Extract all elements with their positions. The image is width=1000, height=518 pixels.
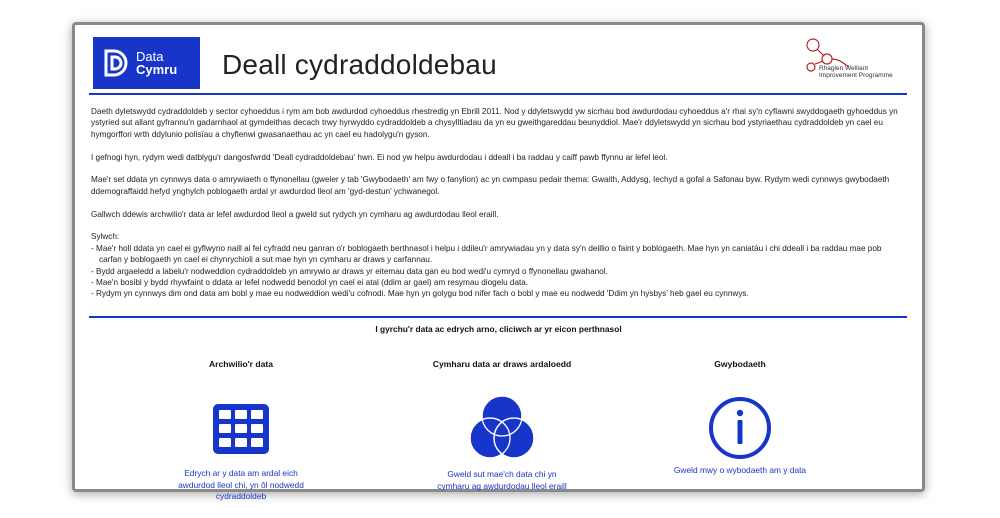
page-title: Deall cydraddoldebau: [222, 49, 497, 80]
intro-paragraph: I gefnogi hyn, rydym wedi datblygu'r dangosfwrdd 'Deall cydraddoldebau' hwn. Ei nod yw helpu awdurdodau i ddeall i ba raddau y caiff pawb ffynnu ar lefel leol.: [91, 152, 668, 162]
notes-title: Sylwch:: [91, 232, 120, 242]
card-information: [670, 351, 810, 477]
table-grid-icon[interactable]: [210, 401, 272, 457]
improvement-programme-logo: [797, 37, 907, 87]
dashboard-canvas: [75, 25, 922, 501]
intro-text: [91, 106, 906, 300]
notes-list: [91, 243, 906, 300]
partner-logo-line2: Improvement Programme: [819, 72, 893, 80]
compare-areas-link[interactable]: Gweld sut mae'ch data chi yn cymharu ag awdurdodau lleol eraill: [437, 469, 567, 491]
intro-paragraph: Mae'r set ddata yn cynnwys data o amrywiaeth o ffynonellau (gweler y tab 'Gwybodaeth' am fwy o fanylion) ac yn cwmpasu pedair thema: Gwaith, Addysg, Iechyd a gofal a Safonau byw. Rydym wedi cynnwys gwybodaeth ddemograffaidd hefyd ynghylch poblogaeth ardal yr awdurdod lleol am 'gyd-destun' ychwanegol.: [91, 175, 890, 196]
intro-paragraph: Gallwch ddewis archwilio'r data ar lefel awdurdod lleol a gweld sut rydych yn cymharu ag awdurdodau lleol eraill.: [91, 209, 499, 219]
note-item: - Mae'r holl ddata yn cael ei gyflwyno naill ai fel cyfradd neu ganran o'r boblogaeth berthnasol i helpu i ddileu'r amrywiadau yn y data sy'n deillio o faint y boblogaeth. Mae hyn yn caniatáu i chi ddeall i ba raddau mae pob carfan y boblogaeth yn cael ei chynrychioli a sut mae hyn yn cymharu ar draws y carfannau.: [91, 243, 882, 265]
logo-line2: Cymru: [136, 62, 178, 77]
header-divider: [89, 93, 907, 95]
card-explore-data: [171, 351, 311, 503]
data-cymru-logo-icon: [103, 48, 129, 78]
venn-diagram-icon[interactable]: [465, 391, 539, 465]
logo-wordmark: [136, 50, 177, 76]
intro-paragraph: Daeth dyletswydd cydraddoldeb y sector cyhoeddus i rym am bob awdurdod cyhoeddus rhestredig yn Ebrill 2011. Nod y ddyletswydd yw sicrhau bod awdurdodau cyhoeddus a'r rhai sy'n cyflawni swyddogaeth gyhoeddus yn ystyried sut allant gyfrannu'n gadarnhaol at gymdeithas decach trwy hyrwyddo cydraddoldeb a chysylltiadau da yn eu gweithgareddau beunyddiol. Mae'r ddyletswydd yn sicrhau bod ystyriaethau cydraddoldeb yn cael eu hymgorffori wrth ddylunio polisïau a chyflenwi gwasanaethau ac yn cael eu hadolygu'n gyson.: [91, 107, 898, 139]
note-item: - Mae'n bosibl y bydd rhywfaint o ddata ar lefel nodwedd benodol yn cael ei atal (ddim ar gael) am resymau diogelu data.: [91, 278, 529, 288]
note-item: - Rydym yn cynnwys dim ond data am bobl y mae eu nodweddion wedi'u cofnodi. Mae hyn yn golygu bod nifer fach o bobl y mae eu nodwedd 'Ddim yn hysbys' heb gael eu cynnwys.: [91, 289, 749, 299]
card-title: Cymharu data ar draws ardaloedd: [432, 358, 572, 369]
data-cymru-logo: [93, 37, 200, 89]
info-circle-icon[interactable]: [707, 395, 773, 461]
partner-logo-line1: Rhaglen Welliant: [819, 65, 869, 72]
information-link[interactable]: Gweld mwy o wybodaeth am y data: [673, 465, 807, 475]
note-item: - Bydd argaeledd a labelu'r nodweddion cydraddoldeb yn amrywio ar draws yr eitemau data gan eu bod wedi'u cymryd o ffynonellau gwahanol.: [91, 266, 608, 276]
section-divider: [89, 316, 907, 318]
card-title: Archwilio'r data: [208, 358, 274, 369]
card-compare-areas: [432, 351, 572, 492]
card-title: Gwybodaeth: [714, 358, 766, 369]
explore-data-link[interactable]: Edrych ar y data am ardal eich awdurdod lleol chi, yn ôl nodwedd cydraddoldeb: [178, 468, 304, 501]
improvement-programme-text: [819, 65, 893, 80]
logo-line1: Data: [136, 49, 164, 64]
dashboard-window: [72, 22, 925, 501]
cta-heading: I gyrchu'r data ac edrych arno, cliciwch ar yr eicon perthnasol: [375, 324, 622, 334]
